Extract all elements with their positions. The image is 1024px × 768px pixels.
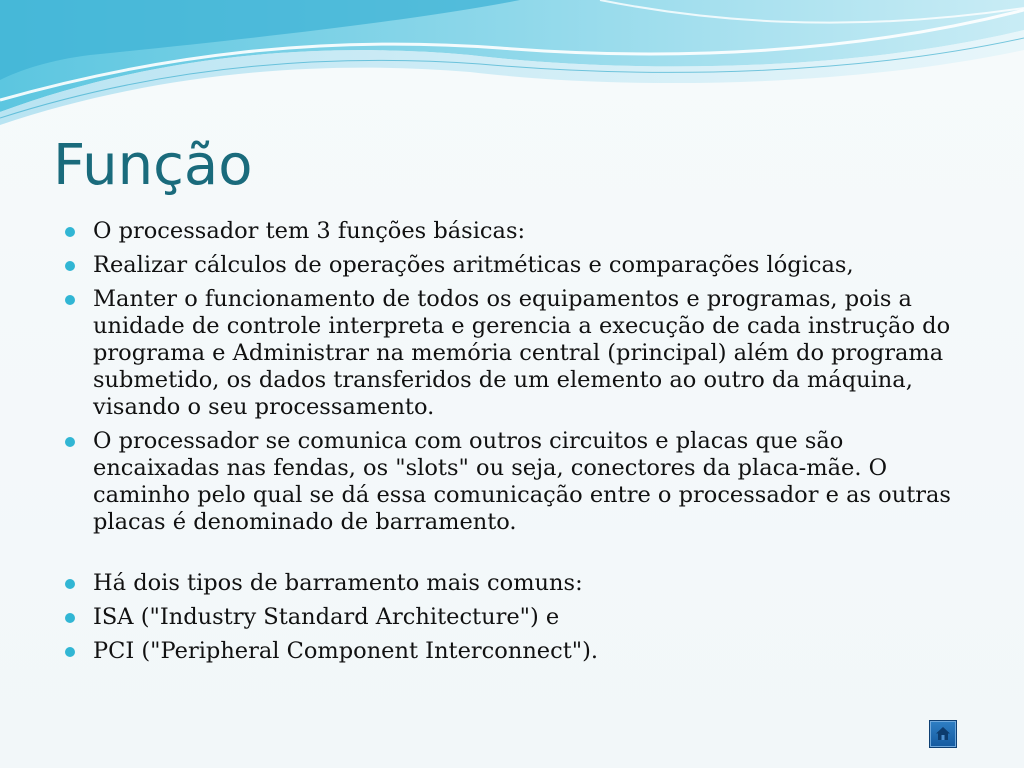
header-wave-decoration: [0, 0, 1024, 130]
bullet-item: [63, 638, 973, 665]
slide-title: Função: [53, 133, 253, 198]
bullet-icon: [65, 647, 75, 657]
bullet-text: ISA ("Industry Standard Architecture") e: [93, 604, 560, 630]
bullet-text: Realizar cálculos de operações aritméticas e comparações lógicas,: [93, 252, 854, 278]
bullet-icon: [65, 579, 75, 589]
bullet-icon: [65, 227, 75, 237]
bullet-item: [63, 604, 973, 631]
bullet-item: [63, 252, 973, 279]
bullet-item: [63, 428, 973, 536]
bullet-icon: [65, 295, 75, 305]
bullet-list: [63, 218, 973, 672]
home-icon: [934, 725, 952, 743]
bullet-item: [63, 570, 973, 597]
bullet-text: Manter o funcionamento de todos os equipamentos e programas, pois a unidade de controle interpreta e gerencia a execução de cada instrução do programa e Administrar na memória central (principal) além do programa submetido, os dados transferidos de um elemento ao outro da máquina, visando o seu processamento.: [93, 286, 951, 420]
home-button[interactable]: [929, 720, 957, 748]
bullet-icon: [65, 437, 75, 447]
bullet-icon: [65, 613, 75, 623]
bullet-item: [63, 286, 973, 421]
bullet-icon: [65, 261, 75, 271]
bullet-text: Há dois tipos de barramento mais comuns:: [93, 570, 583, 596]
bullet-item: [63, 218, 973, 245]
bullet-text: PCI ("Peripheral Component Interconnect").: [93, 638, 599, 664]
bullet-text: O processador tem 3 funções básicas:: [93, 218, 526, 244]
bullet-text: O processador se comunica com outros circuitos e placas que são encaixadas nas fendas, os "slots" ou seja, conectores da placa-mãe. O caminho pelo qual se dá essa comunicação entre o processador e as outras placas é denominado de barramento.: [93, 428, 951, 535]
